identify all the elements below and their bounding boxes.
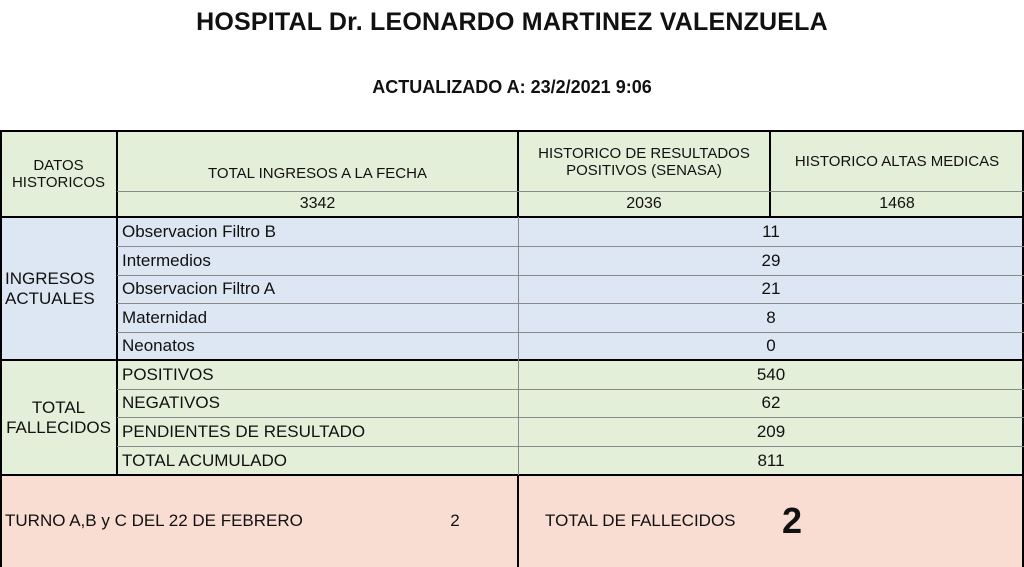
ingresos-row-value: 8 [766,307,776,327]
historic-col-1-header: TOTAL INGRESOS A LA FECHA [208,165,427,183]
turno-value: 2 [450,511,460,531]
total-fallecidos-label: TOTAL DE FALLECIDOS [545,511,736,531]
fallecidos-row-value: 62 [761,393,781,413]
table-border [0,130,2,567]
total-fallecidos-value: 2 [781,500,803,542]
grid-line [117,389,1024,390]
ingresos-row-value: 21 [761,279,781,299]
fallecidos-row-label: POSITIVOS [122,364,214,384]
historic-section-label: DATOS HISTORICOS [11,156,106,191]
ingresos-row-value: 11 [762,221,780,241]
table-border [0,130,1024,132]
ingresos-row-value: 0 [766,336,776,356]
grid-line [117,275,1024,276]
turno-label: TURNO A,B y C DEL 22 DE FEBRERO [5,511,303,531]
fallecidos-row-label: TOTAL ACUMULADO [122,450,287,470]
fallecidos-row-value: 209 [756,421,786,441]
grid-line [117,417,1024,418]
fallecidos-row-value: 540 [756,364,786,384]
table-border [0,216,1024,218]
table-border [769,130,771,217]
fallecidos-row-label: PENDIENTES DE RESULTADO [122,421,366,441]
table-border [0,359,1024,361]
ingresos-row-label: Maternidad [122,307,208,327]
ingresos-row-label: Observacion Filtro B [122,221,276,241]
updated-value: 23/2/2021 9:06 [530,77,652,97]
grid-line [117,191,1024,192]
historic-col-3-value: 1468 [879,195,915,213]
ingresos-section-label: INGRESOS ACTUALES [5,268,95,308]
ingresos-row-label: Observacion Filtro A [122,279,276,299]
updated-line [0,77,1024,98]
historic-col-2-value: 2036 [626,195,662,213]
updated-label: ACTUALIZADO A: [372,77,526,97]
table-border [0,474,1024,476]
table-border [517,130,519,217]
fallecidos-row-value: 811 [757,450,785,470]
ingresos-row-value: 29 [761,250,781,270]
hospital-title: HOSPITAL Dr. LEONARDO MARTINEZ VALENZUELA [196,8,828,36]
grid-line [518,217,519,475]
ingresos-row-label: Neonatos [122,336,195,356]
historic-col-3-header: HISTORICO ALTAS MEDICAS [794,153,1000,171]
grid-line [117,446,1024,447]
historic-col-1-value: 3342 [299,195,336,213]
ingresos-row-label: Intermedios [122,250,211,270]
historic-col-2-header: HISTORICO DE RESULTADOS POSITIVOS (SENASA) [538,144,750,179]
table-border [517,474,519,567]
fallecidos-section-label: TOTAL FALLECIDOS [6,397,111,437]
grid-line [117,246,1024,247]
grid-line [117,303,1024,304]
grid-line [117,332,1024,333]
fallecidos-row-label: NEGATIVOS [122,393,220,413]
